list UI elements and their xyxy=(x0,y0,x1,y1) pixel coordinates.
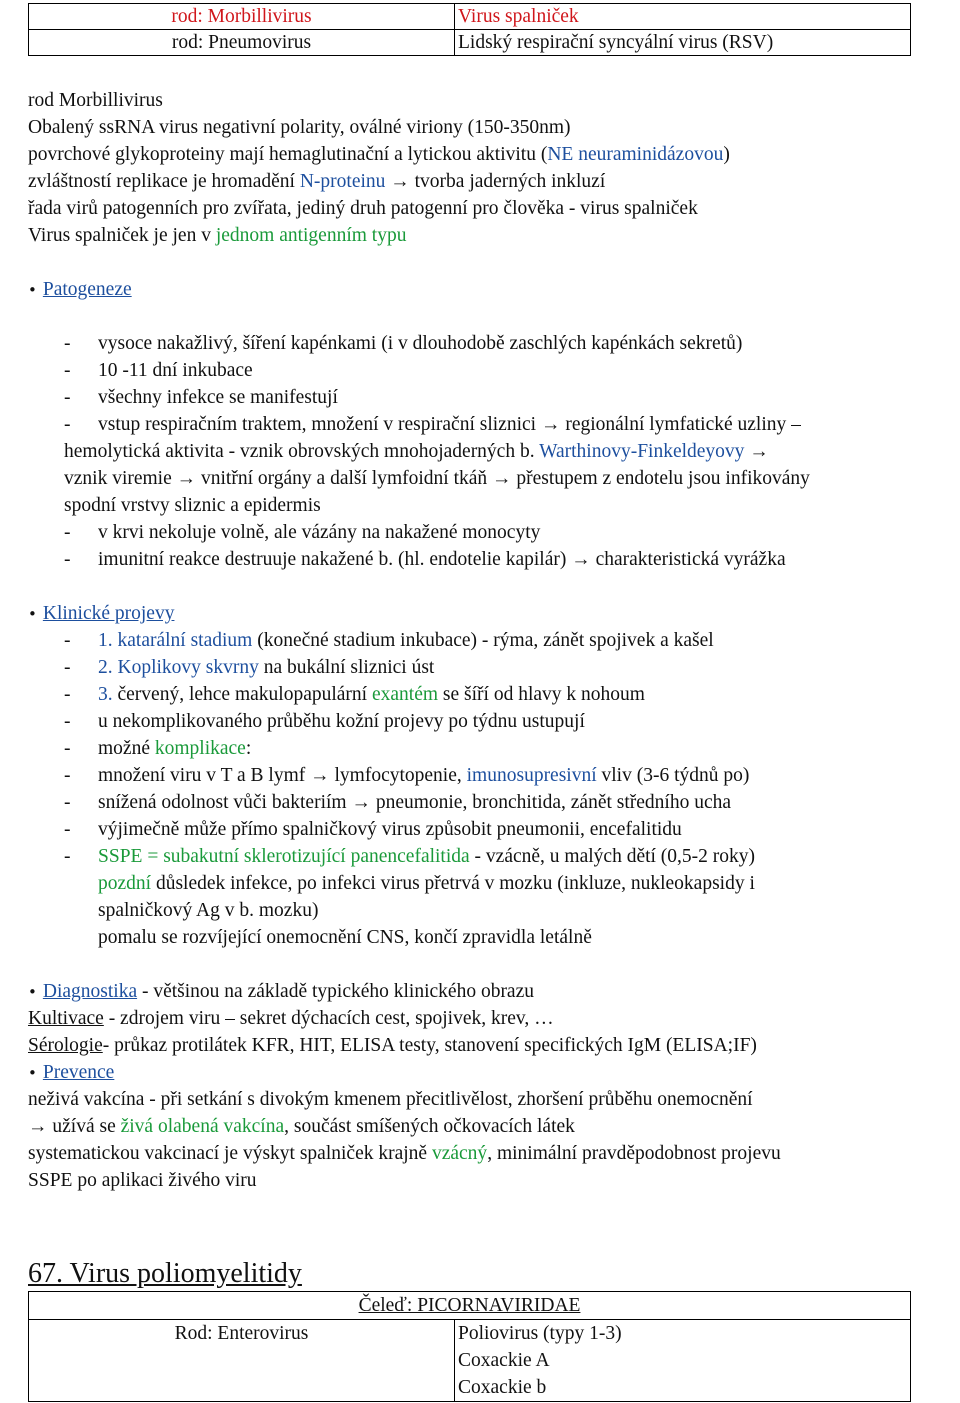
genus-cell: rod: Morbillivirus xyxy=(29,4,455,30)
patogeneze-heading: • Patogeneze xyxy=(28,279,132,300)
picornaviridae-table xyxy=(28,1291,911,1402)
diagnostika-line: • Diagnostika - většinou na základě typického klinického obrazu xyxy=(28,981,534,1002)
list-item: - všechny infekce se manifestují xyxy=(64,387,338,408)
list-item-continuation: spodní vrstvy sliznic a epidermis xyxy=(64,495,321,516)
list-item: - 1. katarální stadium (konečné stadium inkubace) - rýma, zánět spojivek a kašel xyxy=(64,630,714,651)
genus-cell: rod: Pneumovirus xyxy=(29,30,455,56)
prevence-line: neživá vakcína - při setkání s divokým kmenem přecitlivělost, zhoršení průběhu onemocnění xyxy=(28,1089,753,1110)
intro-line: Virus spalniček je jen v jednom antigenním typu xyxy=(28,225,407,246)
list-item: - množení viru v T a B lymf → lymfocytopenie, imunosupresivní vliv (3-6 týdnů po) xyxy=(64,765,750,786)
bullet-icon: • xyxy=(28,1064,37,1082)
member-item: Coxackie b xyxy=(458,1377,547,1398)
bullet-icon: • xyxy=(28,605,37,623)
member-item: Poliovirus (typy 1-3) xyxy=(458,1323,622,1344)
table-row xyxy=(29,30,911,56)
table-row xyxy=(29,4,911,30)
section-heading: 67. Virus poliomyelitidy xyxy=(28,1258,302,1289)
list-item-continuation: vznik viremie → vnitřní orgány a další lymfoidní tkáň → přestupem z endotelu jsou infikovány xyxy=(64,468,810,489)
list-item: - 3. červený, lehce makulopapulární exantém se šíří od hlavy k nohoum xyxy=(64,684,645,705)
intro-line: povrchové glykoproteiny mají hemaglutinační a lytickou aktivitu (NE neuraminidázovou) xyxy=(28,144,730,165)
list-item: - vysoce nakažlivý, šíření kapénkami (i v dlouhodobě zaschlých kapénkách sekretů) xyxy=(64,333,743,354)
intro-line: rod Morbillivirus xyxy=(28,90,163,111)
genus-cell: Rod: Enterovirus xyxy=(29,1320,455,1402)
list-item: - 10 -11 dní inkubace xyxy=(64,360,253,381)
kultivace-line: Kultivace - zdrojem viru – sekret dýchacích cest, spojivek, krev, … xyxy=(28,1008,554,1029)
list-item: - výjimečně může přímo spalničkový virus způsobit pneumonii, encefalitidu xyxy=(64,819,682,840)
list-item: - imunitní reakce destruuje nakažené b. (hl. endotelie kapilár) → charakteristická vyrážka xyxy=(64,549,786,570)
list-item-continuation: spalničkový Ag v b. mozku) xyxy=(98,900,319,921)
list-item: - u nekomplikovaného průběhu kožní projevy po týdnu ustupují xyxy=(64,711,585,732)
list-item: - možné komplikace: xyxy=(64,738,252,759)
prevence-line: systematickou vakcinací je výskyt spalniček krajně vzácný, minimální pravděpodobnost projevu xyxy=(28,1143,781,1164)
table-row xyxy=(29,1292,911,1320)
intro-line: Obalený ssRNA virus negativní polarity, oválné viriony (150-350nm) xyxy=(28,117,571,138)
species-cell: Lidský respirační syncyální virus (RSV) xyxy=(455,30,911,56)
prevence-line: → užívá se živá olabená vakcína, součást smíšených očkovacích látek xyxy=(28,1116,575,1137)
list-item-continuation: pozdní důsledek infekce, po infekci virus přetrvá v mozku (inkluze, nukleokapsidy i xyxy=(98,873,755,894)
intro-line: řada virů patogenních pro zvířata, jediný druh patogenní pro člověka - virus spalniček xyxy=(28,198,698,219)
list-item-continuation: pomalu se rozvíjející onemocnění CNS, končí zpravidla letálně xyxy=(98,927,592,948)
list-item: - vstup respiračním traktem, množení v respirační sliznici → regionální lymfatické uzliny – xyxy=(64,414,801,435)
list-item: - SSPE = subakutní sklerotizující panencefalitida - vzácně, u malých dětí (0,5-2 roky) xyxy=(64,846,756,867)
member-item: Coxackie A xyxy=(458,1350,550,1371)
prevence-line: SSPE po aplikaci živého viru xyxy=(28,1170,257,1191)
virus-genus-table xyxy=(28,3,911,56)
intro-line: zvláštností replikace je hromadění N-proteinu → tvorba jaderných inkluzí xyxy=(28,171,606,192)
klinicke-heading: • Klinické projevy xyxy=(28,603,175,624)
members-cell xyxy=(455,1320,911,1402)
list-item-continuation: hemolytická aktivita - vznik obrovských mnohojaderných b. Warthinovy-Finkeldeyovy → xyxy=(64,441,769,462)
species-cell: Virus spalniček xyxy=(455,4,911,30)
table-row xyxy=(29,1320,911,1402)
family-cell: Čeleď: PICORNAVIRIDAE xyxy=(29,1292,911,1320)
list-item: - v krvi nekoluje volně, ale vázány na nakažené monocyty xyxy=(64,522,541,543)
list-item: - 2. Koplikovy skvrny na bukální sliznici úst xyxy=(64,657,435,678)
prevence-heading: • Prevence xyxy=(28,1062,115,1083)
serologie-line: Sérologie- průkaz protilátek KFR, HIT, ELISA testy, stanovení specifických IgM (ELISA;IF) xyxy=(28,1035,757,1056)
list-item: - snížená odolnost vůči bakteriím → pneumonie, bronchitida, zánět středního ucha xyxy=(64,792,732,813)
bullet-icon: • xyxy=(28,281,37,299)
bullet-icon: • xyxy=(28,983,37,1001)
